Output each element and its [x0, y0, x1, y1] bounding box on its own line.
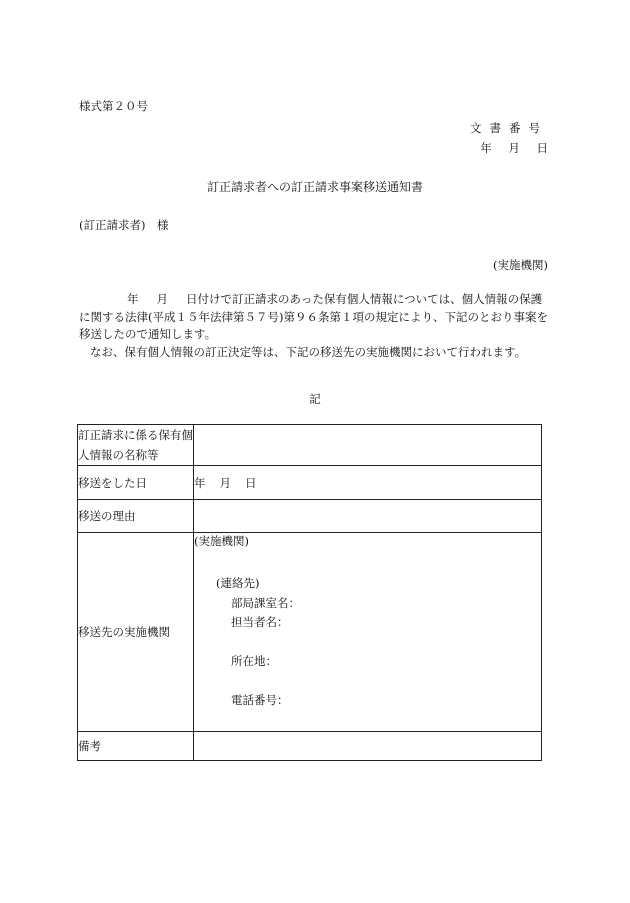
- value-remarks: [194, 732, 542, 761]
- label-transfer-date: 移送をした日: [78, 466, 194, 500]
- transfer-details-table: [77, 424, 542, 761]
- table-row: [78, 533, 542, 732]
- table-row: [78, 425, 542, 466]
- contact-heading: (連絡先): [216, 576, 260, 590]
- addressee: (訂正請求者) 様: [79, 218, 169, 232]
- ki-marker: 記: [309, 392, 321, 406]
- body-text: [79, 291, 553, 361]
- value-transfer-date: [194, 466, 542, 500]
- transfer-month: 月: [219, 475, 231, 490]
- contact-department: 部局課室名：: [231, 596, 300, 610]
- destination-agency: (実施機関): [194, 534, 249, 548]
- table-row: [78, 466, 542, 500]
- issue-date: [467, 140, 548, 156]
- issuing-agency: (実施機関): [493, 258, 548, 272]
- value-info-name: [194, 425, 542, 466]
- body-paragraph-2: なお、保有個人情報の訂正決定等は、下記の移送先の実施機関において行われます。: [90, 344, 527, 359]
- issue-date-month: 月: [508, 141, 520, 155]
- issue-date-day: 日: [536, 141, 548, 155]
- body-rest: 日付けで訂正請求のあった保有個人情報については、個人情報の保護に関する法律(平成１５年法律第５７号)第９６条第１項の規定により、下記のとおり事案を移送したので通知します。: [79, 292, 548, 341]
- label-destination-agency: 移送先の実施機関: [78, 533, 194, 732]
- label-remarks: 備考: [78, 732, 194, 761]
- value-transfer-reason: [194, 500, 542, 533]
- body-month: 月: [156, 292, 168, 306]
- contact-person: 担当者名：: [231, 615, 289, 629]
- issue-date-year: 年: [480, 141, 492, 155]
- table-row: [78, 732, 542, 761]
- body-year: 年: [127, 292, 139, 306]
- value-destination-agency: [194, 533, 542, 732]
- label-info-name: 訂正請求に係る保有個人情報の名称等: [78, 425, 194, 466]
- contact-phone: 電話番号：: [231, 693, 289, 707]
- contact-address: 所在地：: [231, 654, 277, 668]
- transfer-day: 日: [245, 475, 257, 490]
- transfer-year: 年: [194, 475, 206, 490]
- document-title: 訂正請求者への訂正請求事案移送通知書: [206, 180, 423, 194]
- form-number: 様式第２０号: [79, 99, 148, 113]
- body-paragraph-1: [79, 291, 553, 344]
- table-row: [78, 500, 542, 533]
- document-number: 文書番号: [470, 121, 548, 135]
- label-transfer-reason: 移送の理由: [78, 500, 194, 533]
